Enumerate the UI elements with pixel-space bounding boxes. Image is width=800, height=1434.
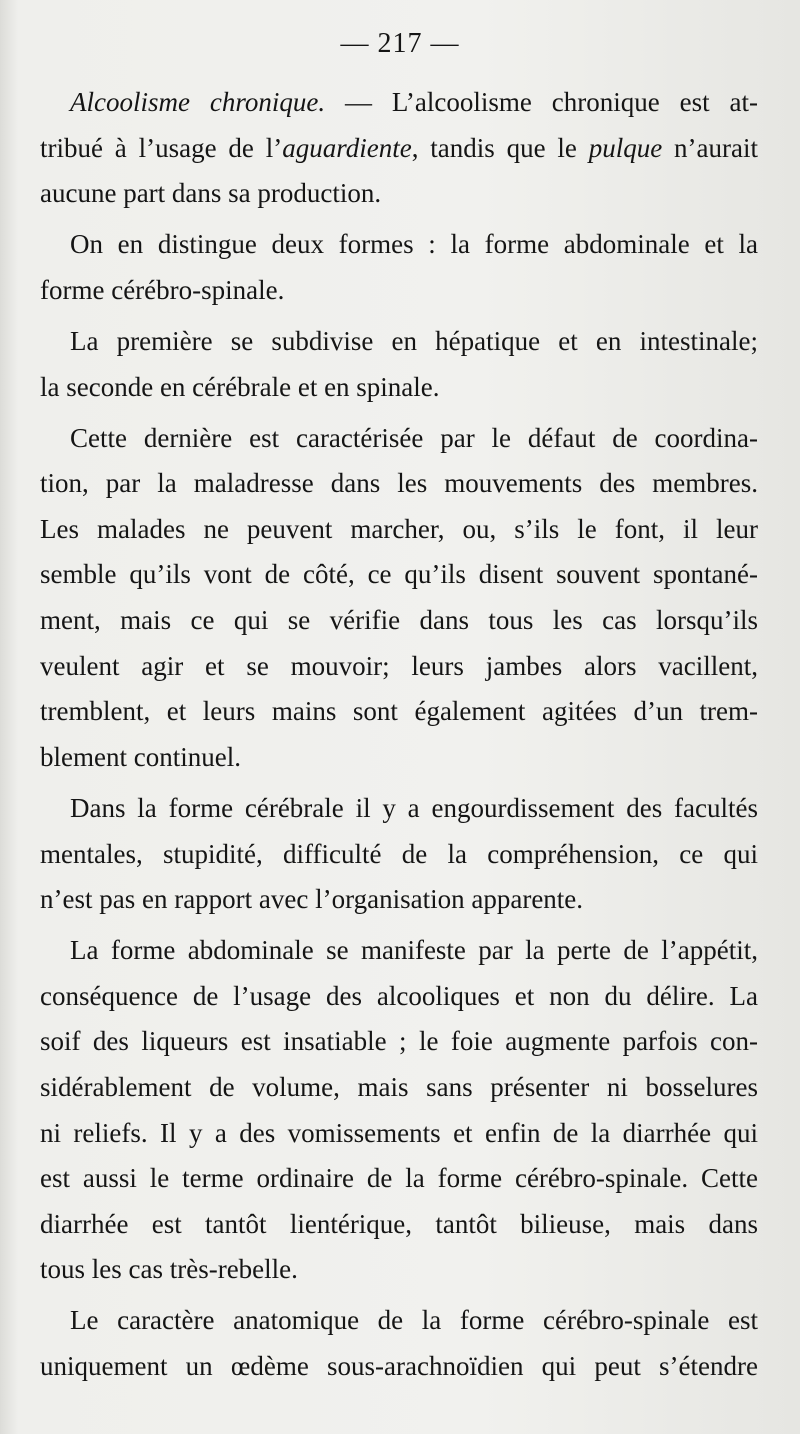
text-segment: aucune part dans sa production. <box>40 178 382 209</box>
text-segment: Dans la forme cérébrale il y a engourdissement des facultés <box>70 792 758 823</box>
text-line <box>40 1019 758 1065</box>
text-segment: blement continuel. <box>40 741 241 772</box>
text-line <box>40 416 758 462</box>
text-line <box>40 1298 758 1344</box>
text-segment: veulent agir et se mouvoir; leurs jambes alors vacillent, <box>40 650 758 681</box>
text-line <box>40 735 758 781</box>
text-line <box>40 877 758 923</box>
text-line <box>40 1156 758 1202</box>
text-segment: tribué à l’usage de l’ <box>40 132 283 163</box>
text-segment: la seconde en cérébrale et en spinale. <box>40 371 440 402</box>
text-segment: , tandis que le <box>411 132 589 163</box>
text-segment: conséquence de l’usage des alcooliques et non du délire. La <box>40 980 758 1011</box>
text-line <box>40 365 758 411</box>
text-line <box>40 461 758 507</box>
text-line <box>40 171 758 217</box>
text-line <box>40 786 758 832</box>
text-segment: n’aurait <box>662 132 759 163</box>
text-line <box>40 974 758 1020</box>
text-line <box>40 1111 758 1157</box>
text-segment: semble qu’ils vont de côté, ce qu’ils disent souvent spontané- <box>40 559 758 590</box>
text-segment: On en distingue deux formes : la forme abdominale et la <box>70 229 758 260</box>
page-number: — 217 — <box>340 28 460 59</box>
text-line <box>40 1065 758 1111</box>
text-segment: — L’alcoolisme chronique est at- <box>325 87 758 117</box>
text-segment: uniquement un œdème sous-arachnoïdien qui peut s’étendre <box>40 1351 758 1382</box>
text-segment: La forme abdominale se manifeste par la perte de l’appétit, <box>70 935 758 966</box>
text-line <box>40 80 758 126</box>
text-segment: tion, par la maladresse dans les mouvements des membres. <box>40 468 758 499</box>
text-segment: est aussi le terme ordinaire de la forme cérébro-spinale. Cette <box>40 1163 758 1194</box>
text-segment: diarrhée est tantôt lientérique, tantôt bilieuse, mais dans <box>40 1208 758 1239</box>
text-line <box>40 552 758 598</box>
text-line <box>40 1344 758 1390</box>
text-line <box>40 598 758 644</box>
italic-text: pulque <box>588 132 663 163</box>
text-segment: n’est pas en rapport avec l’organisation apparente. <box>40 884 584 915</box>
italic-text: Alcoolisme chronique. <box>70 87 326 117</box>
body-text <box>40 80 758 1390</box>
text-line <box>40 126 758 172</box>
text-segment: Cette dernière est caractérisée par le défaut de coordina- <box>70 422 758 453</box>
text-segment: tous les cas très-rebelle. <box>40 1254 298 1285</box>
text-line <box>40 644 758 690</box>
text-segment: ment, mais ce qui se vérifie dans tous les cas lorsqu’ils <box>40 605 758 636</box>
text-line <box>40 222 758 268</box>
text-segment: Le caractère anatomique de la forme cérébro-spinale est <box>70 1305 758 1336</box>
text-line <box>40 1202 758 1248</box>
text-segment: mentales, stupidité, difficulté de la compréhension, ce qui <box>40 838 758 869</box>
text-segment: ni reliefs. Il y a des vomissements et enfin de la diarrhée qui <box>40 1117 758 1148</box>
text-line <box>40 507 758 553</box>
text-segment: tremblent, et leurs mains sont également agitées d’un trem- <box>40 696 758 727</box>
text-segment: soif des liqueurs est insatiable ; le foie augmente parfois con- <box>40 1026 758 1057</box>
italic-text: aguardiente <box>282 132 412 163</box>
text-segment: forme cérébro-spinale. <box>40 274 285 305</box>
text-line <box>40 928 758 974</box>
text-segment: Les malades ne peuvent marcher, ou, s’ils le font, il leur <box>40 513 758 544</box>
text-line <box>40 832 758 878</box>
text-segment: sidérablement de volume, mais sans présenter ni bosselures <box>40 1071 758 1102</box>
text-line <box>40 689 758 735</box>
text-line <box>40 268 758 314</box>
text-line <box>40 319 758 365</box>
text-line <box>40 1247 758 1293</box>
text-segment: La première se subdivise en hépatique et en intestinale; <box>70 325 758 356</box>
